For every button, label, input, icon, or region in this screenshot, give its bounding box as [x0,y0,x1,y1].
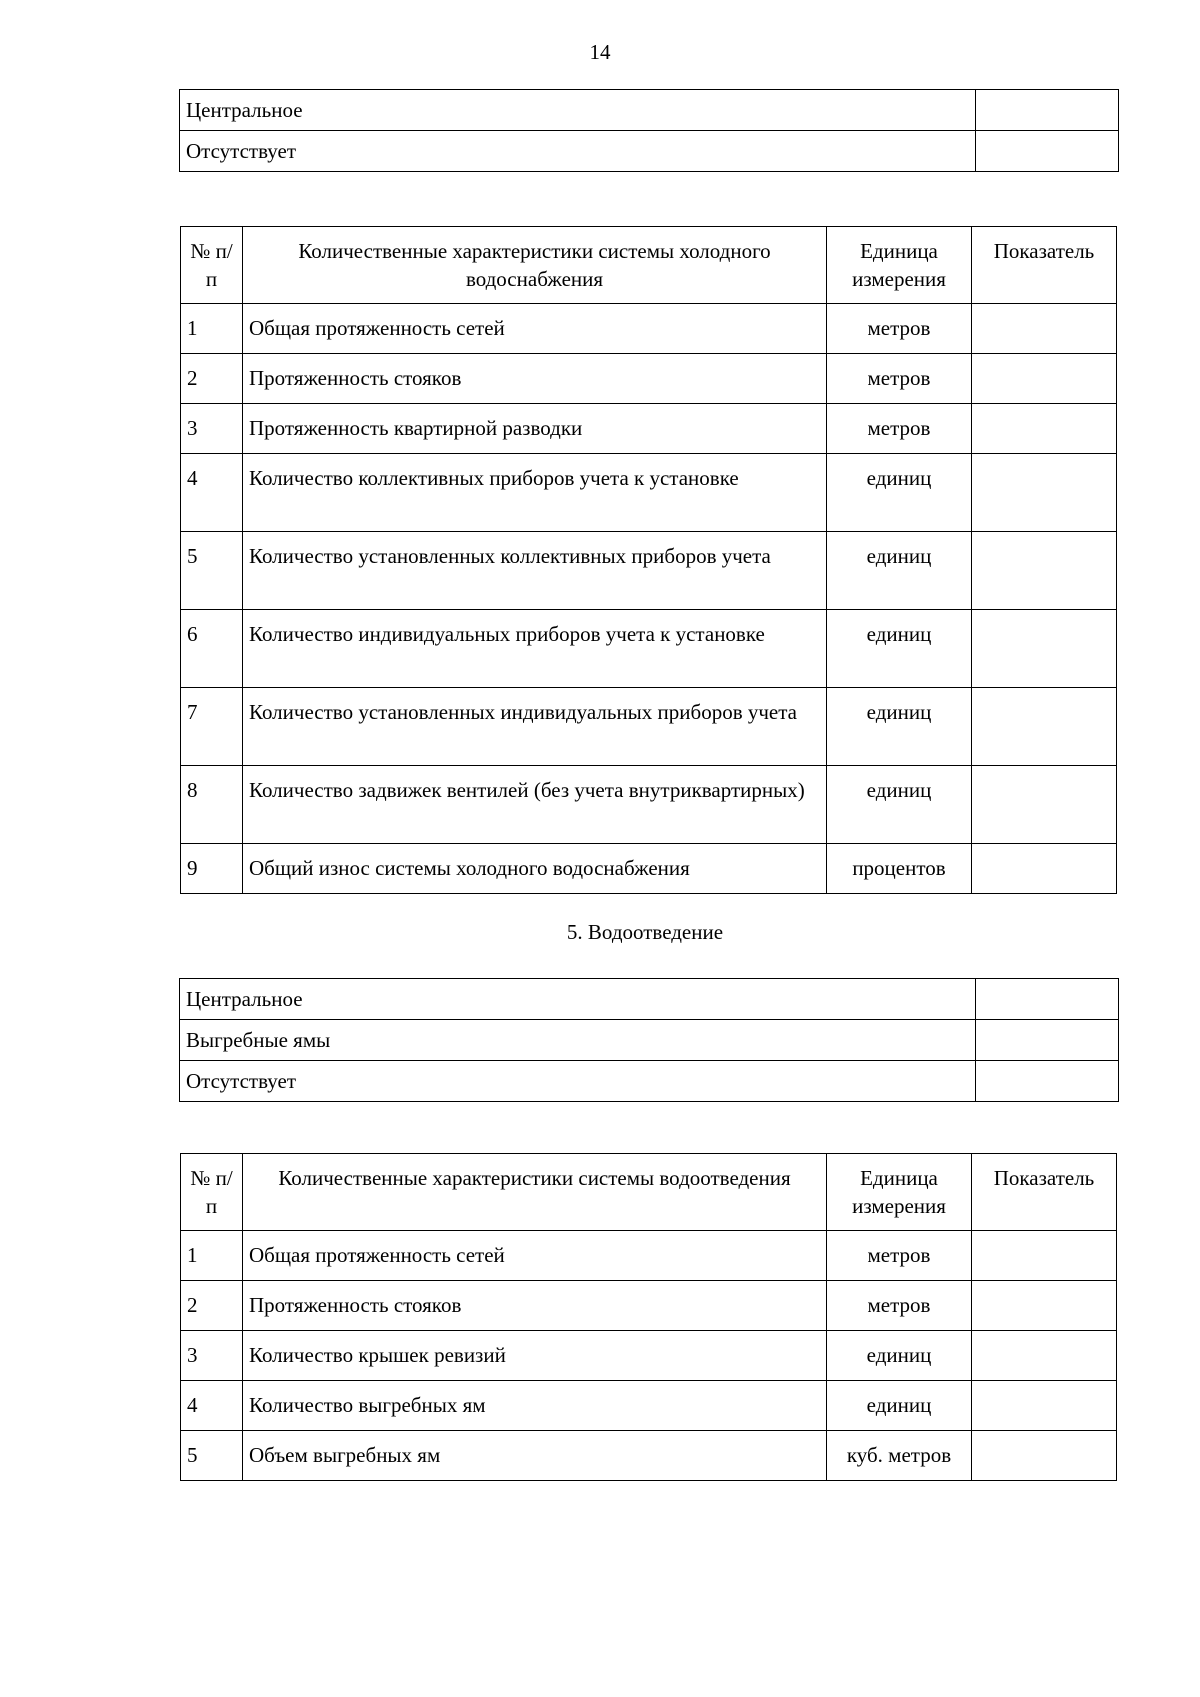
row-name: Количество крышек ревизий [243,1331,827,1381]
option-mark-cell[interactable] [976,979,1119,1020]
row-unit: метров [827,1231,972,1281]
cold-water-table [180,226,1117,894]
table-header-row [181,227,1117,304]
table-row [181,766,1117,844]
row-unit: единиц [827,766,972,844]
row-value[interactable] [972,404,1117,454]
header-num: № п/п [181,1154,243,1231]
table-row [181,844,1117,894]
row-num: 2 [181,1281,243,1331]
row-name: Количество установленных индивидуальных приборов учета [243,688,827,766]
option-label: Отсутствует [180,1061,976,1102]
table-header-row [181,1154,1117,1231]
page-number: 14 [589,40,611,64]
header-value: Показатель [972,1154,1117,1231]
table-row [181,1231,1117,1281]
sewerage-table [180,1153,1117,1481]
header-characteristic: Количественные характеристики системы холодного водоснабжения [243,227,827,304]
row-num: 3 [181,404,243,454]
table-row [181,304,1117,354]
option-mark-cell[interactable] [976,90,1119,131]
table-row [181,354,1117,404]
row-name: Количество выгребных ям [243,1381,827,1431]
row-value[interactable] [972,1281,1117,1331]
row-name: Общая протяженность сетей [243,304,827,354]
option-label: Отсутствует [180,131,976,172]
table-row [181,610,1117,688]
row-value[interactable] [972,304,1117,354]
option-mark-cell[interactable] [976,1020,1119,1061]
row-name: Количество индивидуальных приборов учета к установке [243,610,827,688]
row-value[interactable] [972,454,1117,532]
row-name: Количество установленных коллективных приборов учета [243,532,827,610]
row-value[interactable] [972,610,1117,688]
header-unit: Единица измерения [827,1154,972,1231]
row-value[interactable] [972,1381,1117,1431]
row-num: 1 [181,1231,243,1281]
table-row [181,688,1117,766]
row-unit: куб. метров [827,1431,972,1481]
table-row [181,1331,1117,1381]
row-num: 4 [181,454,243,532]
row-unit: единиц [827,532,972,610]
row-num: 7 [181,688,243,766]
option-row [180,131,1119,172]
row-num: 3 [181,1331,243,1381]
option-row [180,1061,1119,1102]
row-num: 4 [181,1381,243,1431]
table-row [181,1381,1117,1431]
header-characteristic: Количественные характеристики системы водоотведения [243,1154,827,1231]
row-num: 5 [181,532,243,610]
row-value[interactable] [972,1331,1117,1381]
option-label: Центральное [180,979,976,1020]
table-row [181,1431,1117,1481]
row-name: Количество коллективных приборов учета к установке [243,454,827,532]
row-num: 5 [181,1431,243,1481]
section-title-sewerage: 5. Водоотведение [566,920,724,944]
table-row [181,1281,1117,1331]
header-value: Показатель [972,227,1117,304]
row-value[interactable] [972,1231,1117,1281]
row-name: Протяженность стояков [243,354,827,404]
row-name: Протяженность квартирной разводки [243,404,827,454]
table-row [181,404,1117,454]
row-name: Количество задвижек вентилей (без учета внутриквартирных) [243,766,827,844]
row-unit: единиц [827,1331,972,1381]
row-unit: метров [827,1281,972,1331]
row-value[interactable] [972,1431,1117,1481]
row-unit: единиц [827,688,972,766]
row-num: 2 [181,354,243,404]
row-value[interactable] [972,532,1117,610]
row-unit: метров [827,354,972,404]
row-value[interactable] [972,688,1117,766]
row-unit: единиц [827,1381,972,1431]
row-unit: метров [827,304,972,354]
row-name: Протяженность стояков [243,1281,827,1331]
option-label: Центральное [180,90,976,131]
row-name: Общая протяженность сетей [243,1231,827,1281]
row-value[interactable] [972,844,1117,894]
option-mark-cell[interactable] [976,1061,1119,1102]
table-row [181,532,1117,610]
option-row [180,979,1119,1020]
option-row [180,1020,1119,1061]
row-value[interactable] [972,354,1117,404]
row-num: 9 [181,844,243,894]
header-num: № п/п [181,227,243,304]
header-unit: Единица измерения [827,227,972,304]
water-supply-type-table [179,89,1119,172]
row-name: Общий износ системы холодного водоснабжения [243,844,827,894]
row-name: Объем выгребных ям [243,1431,827,1481]
row-unit: процентов [827,844,972,894]
table-row [181,454,1117,532]
row-num: 8 [181,766,243,844]
row-value[interactable] [972,766,1117,844]
row-num: 6 [181,610,243,688]
option-row [180,90,1119,131]
sewerage-type-table [179,978,1119,1102]
row-unit: единиц [827,454,972,532]
option-mark-cell[interactable] [976,131,1119,172]
row-unit: единиц [827,610,972,688]
row-unit: метров [827,404,972,454]
row-num: 1 [181,304,243,354]
option-label: Выгребные ямы [180,1020,976,1061]
